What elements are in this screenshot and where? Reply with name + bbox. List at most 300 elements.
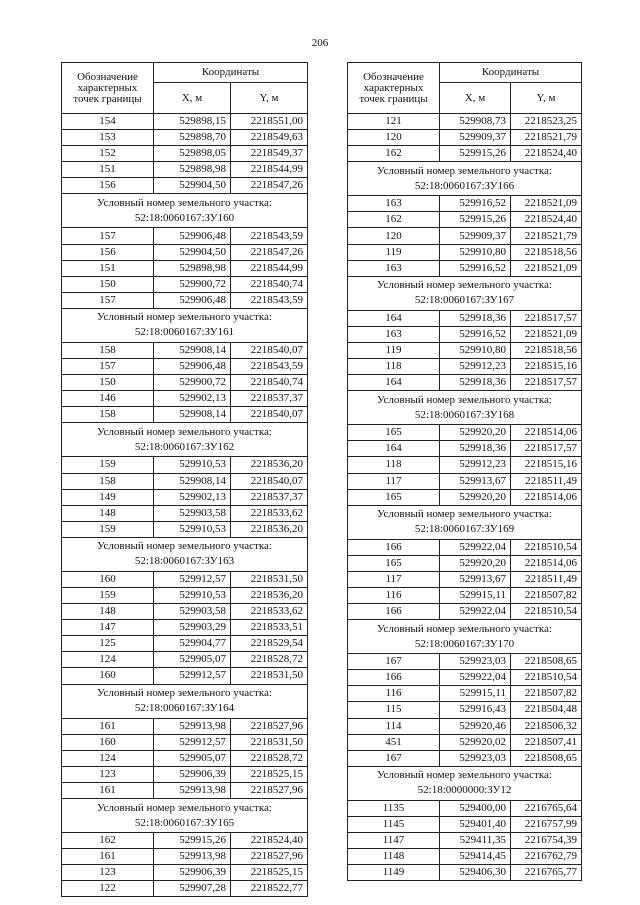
y-coordinate: 2218515,16 bbox=[511, 457, 582, 473]
table-row bbox=[348, 604, 582, 620]
table-row bbox=[62, 146, 308, 162]
x-coordinate: 529905,07 bbox=[154, 750, 231, 766]
x-coordinate: 529907,28 bbox=[154, 881, 231, 897]
point-number: 163 bbox=[348, 196, 440, 212]
x-coordinate: 529920,46 bbox=[440, 718, 511, 734]
y-coordinate: 2218521,09 bbox=[511, 326, 582, 342]
y-coordinate: 2218514,06 bbox=[511, 425, 582, 441]
table-row bbox=[62, 260, 308, 276]
x-coordinate: 529411,35 bbox=[440, 833, 511, 849]
y-coordinate: 2218543,59 bbox=[231, 292, 308, 308]
point-number: 120 bbox=[348, 228, 440, 244]
x-coordinate: 529916,43 bbox=[440, 702, 511, 718]
y-coordinate: 2218518,56 bbox=[511, 342, 582, 358]
point-number: 160 bbox=[62, 668, 154, 684]
y-coordinate: 2218540,07 bbox=[231, 407, 308, 423]
table-row bbox=[348, 244, 582, 260]
point-number: 115 bbox=[348, 702, 440, 718]
y-coordinate: 2218511,49 bbox=[511, 473, 582, 489]
point-number: 119 bbox=[348, 244, 440, 260]
table-row bbox=[62, 375, 308, 391]
table-row bbox=[62, 668, 308, 684]
point-number: 117 bbox=[348, 473, 440, 489]
table-row bbox=[62, 228, 308, 244]
table-row bbox=[62, 849, 308, 865]
x-coordinate: 529916,52 bbox=[440, 196, 511, 212]
table-row bbox=[348, 750, 582, 766]
table-row bbox=[348, 686, 582, 702]
table-row bbox=[62, 652, 308, 668]
table-row bbox=[348, 473, 582, 489]
y-coordinate: 2218518,56 bbox=[511, 244, 582, 260]
y-coordinate: 2218549,37 bbox=[231, 146, 308, 162]
table-row bbox=[348, 359, 582, 375]
point-number: 165 bbox=[348, 555, 440, 571]
table-row bbox=[348, 555, 582, 571]
y-coordinate: 2218527,96 bbox=[231, 849, 308, 865]
x-coordinate: 529906,39 bbox=[154, 865, 231, 881]
x-coordinate: 529906,39 bbox=[154, 766, 231, 782]
section-row bbox=[62, 308, 308, 342]
y-coordinate: 2218527,96 bbox=[231, 718, 308, 734]
y-coordinate: 2218514,06 bbox=[511, 489, 582, 505]
point-number: 117 bbox=[348, 571, 440, 587]
table-row bbox=[348, 571, 582, 587]
point-number: 157 bbox=[62, 228, 154, 244]
y-coordinate: 2218510,54 bbox=[511, 604, 582, 620]
y-coordinate: 2218522,77 bbox=[231, 881, 308, 897]
point-number: 1148 bbox=[348, 849, 440, 865]
section-row bbox=[348, 162, 582, 196]
table-row bbox=[348, 670, 582, 686]
table-row bbox=[348, 457, 582, 473]
table-row bbox=[348, 489, 582, 505]
parcel-number-label: Условный номер земельного участка: 52:18:0060167:ЗУ166 bbox=[348, 162, 582, 196]
x-coordinate: 529400,00 bbox=[440, 800, 511, 816]
table-row bbox=[62, 604, 308, 620]
point-number: 166 bbox=[348, 670, 440, 686]
y-coordinate: 2218529,54 bbox=[231, 636, 308, 652]
x-coordinate: 529922,04 bbox=[440, 670, 511, 686]
point-number: 114 bbox=[348, 718, 440, 734]
y-coordinate: 2218528,72 bbox=[231, 750, 308, 766]
y-coordinate: 2216757,99 bbox=[511, 816, 582, 832]
point-number: 121 bbox=[348, 114, 440, 130]
header-x: X, м bbox=[440, 83, 511, 114]
y-coordinate: 2218531,50 bbox=[231, 668, 308, 684]
table-row bbox=[62, 342, 308, 358]
table-row bbox=[62, 473, 308, 489]
table-row bbox=[62, 833, 308, 849]
point-number: 120 bbox=[348, 130, 440, 146]
x-coordinate: 529913,67 bbox=[440, 473, 511, 489]
y-coordinate: 2218528,72 bbox=[231, 652, 308, 668]
header-y: Y, м bbox=[511, 83, 582, 114]
table-row bbox=[348, 800, 582, 816]
point-number: 150 bbox=[62, 276, 154, 292]
y-coordinate: 2218543,59 bbox=[231, 228, 308, 244]
x-coordinate: 529918,36 bbox=[440, 375, 511, 391]
x-coordinate: 529912,57 bbox=[154, 668, 231, 684]
header-designation: Обозначение характерных точек границы bbox=[62, 63, 154, 114]
x-coordinate: 529913,98 bbox=[154, 782, 231, 798]
parcel-number-label: Условный номер земельного участка: 52:18:0000000:ЗУ12 bbox=[348, 766, 582, 800]
table-row bbox=[348, 146, 582, 162]
y-coordinate: 2218517,57 bbox=[511, 375, 582, 391]
table-row bbox=[348, 718, 582, 734]
table-row bbox=[62, 766, 308, 782]
point-number: 161 bbox=[62, 849, 154, 865]
table-row bbox=[62, 489, 308, 505]
y-coordinate: 2218544,99 bbox=[231, 260, 308, 276]
x-coordinate: 529906,48 bbox=[154, 359, 231, 375]
y-coordinate: 2218544,99 bbox=[231, 162, 308, 178]
y-coordinate: 2218543,59 bbox=[231, 359, 308, 375]
table-row bbox=[348, 702, 582, 718]
section-row bbox=[62, 423, 308, 457]
section-row bbox=[348, 391, 582, 425]
x-coordinate: 529922,04 bbox=[440, 604, 511, 620]
point-number: 1135 bbox=[348, 800, 440, 816]
coordinates-table-left bbox=[61, 62, 308, 897]
header-coordinates: Координаты bbox=[440, 63, 582, 83]
table-row bbox=[62, 407, 308, 423]
y-coordinate: 2218504,48 bbox=[511, 702, 582, 718]
parcel-number-label: Условный номер земельного участка: 52:18:0060167:ЗУ161 bbox=[62, 308, 308, 342]
y-coordinate: 2218537,37 bbox=[231, 391, 308, 407]
y-coordinate: 2218525,15 bbox=[231, 865, 308, 881]
x-coordinate: 529910,80 bbox=[440, 244, 511, 260]
y-coordinate: 2216762,79 bbox=[511, 849, 582, 865]
point-number: 1149 bbox=[348, 865, 440, 881]
y-coordinate: 2218533,51 bbox=[231, 620, 308, 636]
table-row bbox=[348, 196, 582, 212]
point-number: 149 bbox=[62, 489, 154, 505]
point-number: 118 bbox=[348, 359, 440, 375]
point-number: 147 bbox=[62, 620, 154, 636]
point-number: 162 bbox=[62, 833, 154, 849]
x-coordinate: 529912,23 bbox=[440, 359, 511, 375]
y-coordinate: 2218521,79 bbox=[511, 130, 582, 146]
point-number: 167 bbox=[348, 654, 440, 670]
x-coordinate: 529900,72 bbox=[154, 375, 231, 391]
point-number: 122 bbox=[62, 881, 154, 897]
point-number: 160 bbox=[62, 571, 154, 587]
point-number: 164 bbox=[348, 375, 440, 391]
x-coordinate: 529915,26 bbox=[154, 833, 231, 849]
table-row bbox=[62, 276, 308, 292]
x-coordinate: 529898,98 bbox=[154, 260, 231, 276]
y-coordinate: 2218547,26 bbox=[231, 178, 308, 194]
y-coordinate: 2218547,26 bbox=[231, 244, 308, 260]
point-number: 159 bbox=[62, 457, 154, 473]
parcel-number-label: Условный номер земельного участка: 52:18:0060167:ЗУ160 bbox=[62, 194, 308, 228]
point-number: 124 bbox=[62, 750, 154, 766]
y-coordinate: 2218514,06 bbox=[511, 555, 582, 571]
y-coordinate: 2218515,16 bbox=[511, 359, 582, 375]
y-coordinate: 2218525,15 bbox=[231, 766, 308, 782]
y-coordinate: 2218521,79 bbox=[511, 228, 582, 244]
table-row bbox=[62, 587, 308, 603]
point-number: 163 bbox=[348, 260, 440, 276]
x-coordinate: 529913,98 bbox=[154, 849, 231, 865]
y-coordinate: 2218521,09 bbox=[511, 196, 582, 212]
point-number: 152 bbox=[62, 146, 154, 162]
table-row bbox=[62, 750, 308, 766]
x-coordinate: 529912,57 bbox=[154, 571, 231, 587]
x-coordinate: 529915,26 bbox=[440, 146, 511, 162]
x-coordinate: 529920,20 bbox=[440, 425, 511, 441]
parcel-number-label: Условный номер земельного участка: 52:18:0060167:ЗУ168 bbox=[348, 391, 582, 425]
y-coordinate: 2218517,57 bbox=[511, 310, 582, 326]
y-coordinate: 2218533,62 bbox=[231, 604, 308, 620]
y-coordinate: 2218540,07 bbox=[231, 473, 308, 489]
point-number: 124 bbox=[62, 652, 154, 668]
y-coordinate: 2218511,49 bbox=[511, 571, 582, 587]
y-coordinate: 2218540,74 bbox=[231, 276, 308, 292]
y-coordinate: 2218517,57 bbox=[511, 441, 582, 457]
x-coordinate: 529905,07 bbox=[154, 652, 231, 668]
table-body-left bbox=[62, 114, 308, 897]
table-row bbox=[62, 359, 308, 375]
table-row bbox=[348, 310, 582, 326]
table-row bbox=[348, 654, 582, 670]
section-row bbox=[348, 766, 582, 800]
parcel-number-label: Условный номер земельного участка: 52:18:0060167:ЗУ170 bbox=[348, 620, 582, 654]
table-row bbox=[62, 881, 308, 897]
table-row bbox=[62, 178, 308, 194]
parcel-number-label: Условный номер земельного участка: 52:18:0060167:ЗУ162 bbox=[62, 423, 308, 457]
x-coordinate: 529904,50 bbox=[154, 178, 231, 194]
point-number: 157 bbox=[62, 359, 154, 375]
table-row bbox=[62, 718, 308, 734]
y-coordinate: 2218531,50 bbox=[231, 734, 308, 750]
table-body-right bbox=[348, 114, 582, 881]
section-row bbox=[62, 799, 308, 833]
y-coordinate: 2218510,54 bbox=[511, 670, 582, 686]
x-coordinate: 529910,53 bbox=[154, 587, 231, 603]
point-number: 118 bbox=[348, 457, 440, 473]
y-coordinate: 2218536,20 bbox=[231, 457, 308, 473]
point-number: 1147 bbox=[348, 833, 440, 849]
x-coordinate: 529908,14 bbox=[154, 342, 231, 358]
x-coordinate: 529903,58 bbox=[154, 505, 231, 521]
point-number: 154 bbox=[62, 114, 154, 130]
x-coordinate: 529922,04 bbox=[440, 539, 511, 555]
x-coordinate: 529414,45 bbox=[440, 849, 511, 865]
section-row bbox=[348, 276, 582, 310]
x-coordinate: 529916,52 bbox=[440, 326, 511, 342]
point-number: 153 bbox=[62, 130, 154, 146]
x-coordinate: 529898,98 bbox=[154, 162, 231, 178]
y-coordinate: 2218508,65 bbox=[511, 654, 582, 670]
section-row bbox=[348, 505, 582, 539]
table-row bbox=[348, 375, 582, 391]
point-number: 158 bbox=[62, 342, 154, 358]
x-coordinate: 529918,36 bbox=[440, 441, 511, 457]
y-coordinate: 2218537,37 bbox=[231, 489, 308, 505]
x-coordinate: 529401,40 bbox=[440, 816, 511, 832]
point-number: 123 bbox=[62, 766, 154, 782]
table-row bbox=[348, 212, 582, 228]
point-number: 164 bbox=[348, 310, 440, 326]
y-coordinate: 2218523,25 bbox=[511, 114, 582, 130]
x-coordinate: 529920,02 bbox=[440, 734, 511, 750]
coordinates-table-right bbox=[347, 62, 582, 881]
y-coordinate: 2218507,82 bbox=[511, 686, 582, 702]
point-number: 116 bbox=[348, 686, 440, 702]
point-number: 156 bbox=[62, 178, 154, 194]
x-coordinate: 529912,57 bbox=[154, 734, 231, 750]
table-row bbox=[62, 292, 308, 308]
table-row bbox=[62, 130, 308, 146]
table-row bbox=[348, 441, 582, 457]
header-y: Y, м bbox=[231, 83, 308, 114]
y-coordinate: 2218507,82 bbox=[511, 587, 582, 603]
y-coordinate: 2218540,07 bbox=[231, 342, 308, 358]
x-coordinate: 529916,52 bbox=[440, 260, 511, 276]
y-coordinate: 2218507,41 bbox=[511, 734, 582, 750]
point-number: 164 bbox=[348, 441, 440, 457]
table-row bbox=[348, 833, 582, 849]
x-coordinate: 529900,72 bbox=[154, 276, 231, 292]
point-number: 156 bbox=[62, 244, 154, 260]
y-coordinate: 2218531,50 bbox=[231, 571, 308, 587]
x-coordinate: 529909,37 bbox=[440, 130, 511, 146]
point-number: 157 bbox=[62, 292, 154, 308]
header-designation: Обозначение характерных точек границы bbox=[348, 63, 440, 114]
table-row bbox=[62, 162, 308, 178]
section-row bbox=[62, 537, 308, 571]
x-coordinate: 529910,80 bbox=[440, 342, 511, 358]
point-number: 159 bbox=[62, 521, 154, 537]
table-row bbox=[348, 342, 582, 358]
header-x: X, м bbox=[154, 83, 231, 114]
point-number: 125 bbox=[62, 636, 154, 652]
point-number: 150 bbox=[62, 375, 154, 391]
y-coordinate: 2218521,09 bbox=[511, 260, 582, 276]
y-coordinate: 2218533,62 bbox=[231, 505, 308, 521]
table-row bbox=[348, 587, 582, 603]
x-coordinate: 529918,36 bbox=[440, 310, 511, 326]
point-number: 163 bbox=[348, 326, 440, 342]
section-row bbox=[348, 620, 582, 654]
x-coordinate: 529915,26 bbox=[440, 212, 511, 228]
x-coordinate: 529908,73 bbox=[440, 114, 511, 130]
x-coordinate: 529903,29 bbox=[154, 620, 231, 636]
y-coordinate: 2216765,64 bbox=[511, 800, 582, 816]
table-row bbox=[62, 734, 308, 750]
x-coordinate: 529903,58 bbox=[154, 604, 231, 620]
x-coordinate: 529902,13 bbox=[154, 489, 231, 505]
y-coordinate: 2218549,63 bbox=[231, 130, 308, 146]
table-row bbox=[348, 865, 582, 881]
y-coordinate: 2218551,00 bbox=[231, 114, 308, 130]
point-number: 165 bbox=[348, 425, 440, 441]
table-row bbox=[348, 130, 582, 146]
x-coordinate: 529906,48 bbox=[154, 292, 231, 308]
x-coordinate: 529910,53 bbox=[154, 521, 231, 537]
point-number: 162 bbox=[348, 146, 440, 162]
table-row bbox=[62, 620, 308, 636]
x-coordinate: 529920,20 bbox=[440, 555, 511, 571]
point-number: 165 bbox=[348, 489, 440, 505]
y-coordinate: 2218508,65 bbox=[511, 750, 582, 766]
table-row bbox=[348, 260, 582, 276]
point-number: 151 bbox=[62, 260, 154, 276]
y-coordinate: 2218536,20 bbox=[231, 587, 308, 603]
table-row bbox=[62, 244, 308, 260]
table-row bbox=[348, 849, 582, 865]
table-row bbox=[62, 636, 308, 652]
point-number: 451 bbox=[348, 734, 440, 750]
x-coordinate: 529923,03 bbox=[440, 750, 511, 766]
point-number: 161 bbox=[62, 718, 154, 734]
point-number: 123 bbox=[62, 865, 154, 881]
section-row bbox=[62, 684, 308, 718]
x-coordinate: 529906,48 bbox=[154, 228, 231, 244]
table-row bbox=[62, 391, 308, 407]
x-coordinate: 529920,20 bbox=[440, 489, 511, 505]
x-coordinate: 529908,14 bbox=[154, 473, 231, 489]
point-number: 158 bbox=[62, 407, 154, 423]
page-number: 206 bbox=[311, 37, 329, 49]
parcel-number-label: Условный номер земельного участка: 52:18:0060167:ЗУ167 bbox=[348, 276, 582, 310]
y-coordinate: 2218510,54 bbox=[511, 539, 582, 555]
table-row bbox=[62, 865, 308, 881]
point-number: 160 bbox=[62, 734, 154, 750]
y-coordinate: 2216754,39 bbox=[511, 833, 582, 849]
table-row bbox=[348, 326, 582, 342]
point-number: 148 bbox=[62, 505, 154, 521]
x-coordinate: 529915,11 bbox=[440, 686, 511, 702]
table-row bbox=[62, 782, 308, 798]
point-number: 166 bbox=[348, 604, 440, 620]
x-coordinate: 529902,13 bbox=[154, 391, 231, 407]
y-coordinate: 2218527,96 bbox=[231, 782, 308, 798]
y-coordinate: 2218524,40 bbox=[511, 212, 582, 228]
point-number: 167 bbox=[348, 750, 440, 766]
point-number: 166 bbox=[348, 539, 440, 555]
y-coordinate: 2218540,74 bbox=[231, 375, 308, 391]
point-number: 159 bbox=[62, 587, 154, 603]
point-number: 146 bbox=[62, 391, 154, 407]
table-row bbox=[348, 816, 582, 832]
x-coordinate: 529904,50 bbox=[154, 244, 231, 260]
parcel-number-label: Условный номер земельного участка: 52:18:0060167:ЗУ169 bbox=[348, 505, 582, 539]
x-coordinate: 529904,77 bbox=[154, 636, 231, 652]
x-coordinate: 529910,53 bbox=[154, 457, 231, 473]
section-row bbox=[62, 194, 308, 228]
point-number: 162 bbox=[348, 212, 440, 228]
table-row bbox=[348, 425, 582, 441]
table-row bbox=[62, 457, 308, 473]
point-number: 151 bbox=[62, 162, 154, 178]
x-coordinate: 529908,14 bbox=[154, 407, 231, 423]
table-row bbox=[62, 571, 308, 587]
table-row bbox=[62, 505, 308, 521]
x-coordinate: 529923,03 bbox=[440, 654, 511, 670]
parcel-number-label: Условный номер земельного участка: 52:18:0060167:ЗУ164 bbox=[62, 684, 308, 718]
y-coordinate: 2218524,40 bbox=[231, 833, 308, 849]
x-coordinate: 529912,23 bbox=[440, 457, 511, 473]
x-coordinate: 529898,05 bbox=[154, 146, 231, 162]
table-row bbox=[348, 539, 582, 555]
x-coordinate: 529406,30 bbox=[440, 865, 511, 881]
point-number: 148 bbox=[62, 604, 154, 620]
parcel-number-label: Условный номер земельного участка: 52:18:0060167:ЗУ165 bbox=[62, 799, 308, 833]
table-row bbox=[348, 734, 582, 750]
